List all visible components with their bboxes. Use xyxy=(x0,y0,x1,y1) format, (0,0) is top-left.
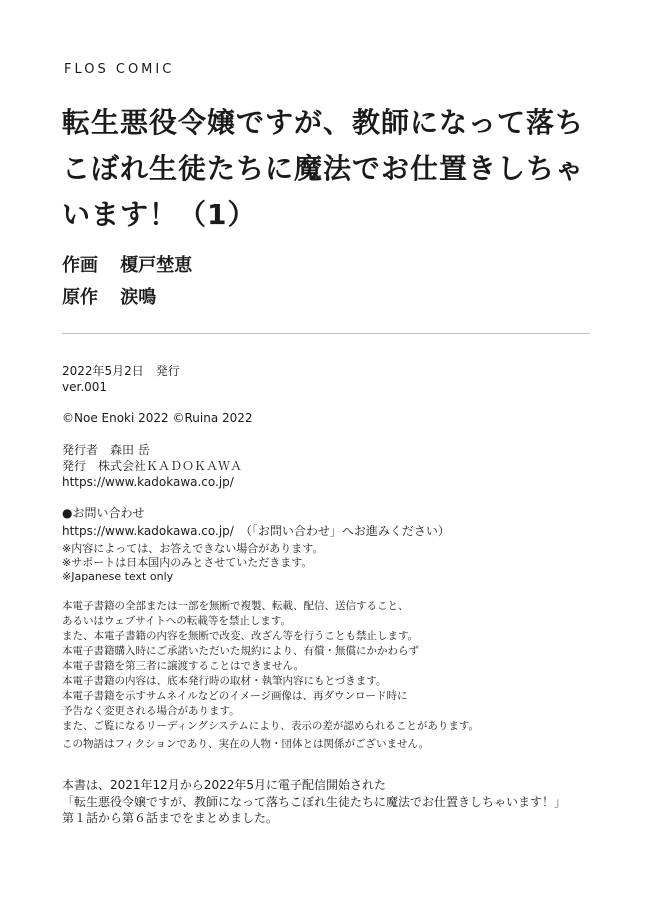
legal-line: また、本電子書籍の内容を無断で改変、改ざん等を行うことも禁止します。 xyxy=(62,630,419,642)
art-credit xyxy=(62,250,192,282)
publication-date: 2022年5月2日 発行 xyxy=(62,364,180,378)
origin-note xyxy=(62,777,566,827)
inquiry-note: ※Japanese text only xyxy=(62,570,174,583)
publication-info xyxy=(62,363,180,395)
inquiry-url: https://www.kadokawa.co.jp/ （「お問い合わせ」へお進みください） xyxy=(62,524,450,538)
inquiry-note: ※内容によっては、お答えできない場合があります。 xyxy=(62,542,324,555)
issuer: 発行者 森田 岳 xyxy=(62,443,150,457)
origin-line: 第１話から第６話までをまとめました。 xyxy=(62,811,279,825)
legal-line: 予告なく変更される場合があります。 xyxy=(62,705,240,717)
company: 発行 株式会社ＫＡＤＯＫＡＷＡ xyxy=(62,459,243,473)
title-line: こぼれ生徒たちに魔法でお仕置きしちゃ xyxy=(62,152,585,185)
legal-line: 本電子書籍を示すサムネイルなどのイメージ画像は、再ダウンロード時に xyxy=(62,690,408,702)
origin-line: 「転生悪役令嬢ですが、教師になって落ちこぼれ生徒たちに魔法でお仕置きしちゃいます！」 xyxy=(62,794,567,809)
credits xyxy=(62,250,192,314)
legal-line: 本電子書籍の全部または一部を無断で複製、転載、配信、送信すること、 xyxy=(62,600,409,612)
copyright: ©Noe Enoki 2022 ©Ruina 2022 xyxy=(62,411,253,425)
title-line: 転生悪役令嬢ですが、教師になって落ち xyxy=(62,106,585,139)
divider xyxy=(62,333,590,334)
art-label: 作画 xyxy=(62,255,98,276)
inquiry xyxy=(62,505,450,584)
legal-line: また、ご覧になるリーディングシステムにより、表示の差が認められることがあります。 xyxy=(62,720,480,732)
origin-line: 本書は、2021年12月から2022年5月に電子配信開始された xyxy=(62,778,386,792)
legal-line: 本電子書籍の内容は、底本発行時の取材・執筆内容にもとづきます。 xyxy=(62,675,387,687)
legal-notice xyxy=(62,599,479,734)
imprint-label: FLOS COMIC xyxy=(64,62,175,77)
fiction-notice: この物語はフィクションであり、実在の人物・団体とは関係がございません。 xyxy=(62,738,430,750)
art-name: 榎戸埜恵 xyxy=(120,255,193,276)
original-credit xyxy=(62,282,192,314)
publisher-info xyxy=(62,442,242,490)
legal-line: あるいはウェブサイトへの転載等を禁止します。 xyxy=(62,615,292,627)
legal-line: 本電子書籍を第三者に譲渡することはできません。 xyxy=(62,660,305,672)
inquiry-heading: ●お問い合わせ xyxy=(62,506,145,520)
title-line: います！（1） xyxy=(62,198,257,231)
book-title xyxy=(62,100,622,238)
version: ver.001 xyxy=(62,380,108,394)
inquiry-note: ※サポートは日本国内のみとさせていただきます。 xyxy=(62,556,313,569)
inquiry-notes xyxy=(62,542,450,584)
publisher-url: https://www.kadokawa.co.jp/ xyxy=(62,475,234,489)
original-name: 涙鳴 xyxy=(120,287,157,308)
legal-line: 本電子書籍購入時にご承諾いただいた規約により、有償・無償にかかわらず xyxy=(62,645,419,657)
original-label: 原作 xyxy=(62,287,98,308)
